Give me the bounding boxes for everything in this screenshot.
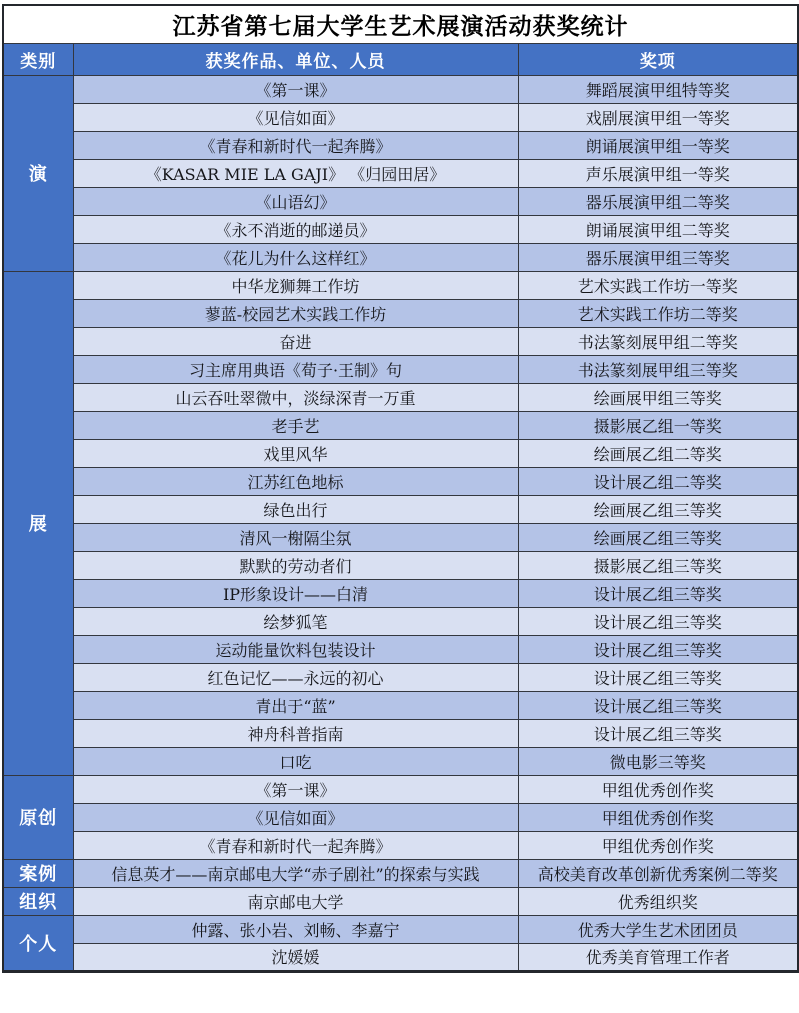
award-cell: 设计展乙组三等奖 [518,607,798,635]
category-cell-performance: 演 [3,75,73,271]
work-cell: 《花儿为什么这样红》 [73,243,518,271]
category-cell-individual: 个人 [3,915,73,971]
table-row [3,439,798,467]
table-row [3,887,798,915]
table-row [3,187,798,215]
work-cell: 信息英才——南京邮电大学“赤子剧社”的探索与实践 [73,859,518,887]
work-cell: 运动能量饮料包装设计 [73,635,518,663]
category-cell-organization: 组织 [3,887,73,915]
work-cell: 《第一课》 [73,75,518,103]
table-row [3,691,798,719]
award-cell: 书法篆刻展甲组二等奖 [518,327,798,355]
award-cell: 声乐展演甲组一等奖 [518,159,798,187]
work-cell: 沈媛媛 [73,943,518,971]
category-cell-exhibition: 展 [3,271,73,775]
table-row [3,75,798,103]
award-cell: 朗诵展演甲组二等奖 [518,215,798,243]
table-row [3,327,798,355]
award-cell: 设计展乙组三等奖 [518,579,798,607]
work-cell: 戏里风华 [73,439,518,467]
work-cell: 南京邮电大学 [73,887,518,915]
work-cell: 习主席用典语《荀子·王制》句 [73,355,518,383]
table-row [3,663,798,691]
table-row [3,383,798,411]
table-row [3,831,798,859]
award-table [2,4,799,973]
work-cell: 《见信如面》 [73,803,518,831]
work-cell: 《青春和新时代一起奔腾》 [73,131,518,159]
work-cell: 清风一榭隔尘氛 [73,523,518,551]
table-row [3,495,798,523]
category-cell-original: 原创 [3,775,73,859]
category-cell-case: 案例 [3,859,73,887]
work-cell: 绿色出行 [73,495,518,523]
work-cell: 《第一课》 [73,775,518,803]
table-row [3,635,798,663]
work-cell: 山云吞吐翠微中，淡绿深青一万重 [73,383,518,411]
award-cell: 摄影展乙组三等奖 [518,551,798,579]
award-cell: 朗诵展演甲组一等奖 [518,131,798,159]
table-row [3,159,798,187]
award-cell: 绘画展乙组二等奖 [518,439,798,467]
table-row [3,523,798,551]
award-cell: 绘画展乙组三等奖 [518,495,798,523]
table-row [3,271,798,299]
work-cell: 《永不消逝的邮递员》 [73,215,518,243]
table-row [3,943,798,971]
table-row [3,859,798,887]
award-cell: 设计展乙组三等奖 [518,719,798,747]
award-cell: 微电影三等奖 [518,747,798,775]
work-cell: 绘梦狐笔 [73,607,518,635]
award-cell: 设计展乙组三等奖 [518,635,798,663]
table-row [3,131,798,159]
table-row [3,607,798,635]
work-cell: 江苏红色地标 [73,467,518,495]
work-cell: 神舟科普指南 [73,719,518,747]
header-award: 奖项 [518,43,798,75]
award-cell: 设计展乙组三等奖 [518,663,798,691]
award-cell: 优秀大学生艺术团团员 [518,915,798,943]
award-cell: 甲组优秀创作奖 [518,803,798,831]
table-row [3,775,798,803]
award-cell: 绘画展甲组三等奖 [518,383,798,411]
work-cell: 红色记忆——永远的初心 [73,663,518,691]
table-row [3,719,798,747]
table-row [3,467,798,495]
award-cell: 绘画展乙组三等奖 [518,523,798,551]
table-row [3,103,798,131]
table-row [3,579,798,607]
work-cell: 中华龙狮舞工作坊 [73,271,518,299]
table-row [3,915,798,943]
work-cell: 口吃 [73,747,518,775]
table-row [3,243,798,271]
work-cell: 《KASAR MIE LA GAJI》 《归园田居》 [73,159,518,187]
award-cell: 甲组优秀创作奖 [518,775,798,803]
table-row [3,803,798,831]
award-cell: 艺术实践工作坊二等奖 [518,299,798,327]
work-cell: 《青春和新时代一起奔腾》 [73,831,518,859]
table-row [3,355,798,383]
award-cell: 高校美育改革创新优秀案例二等奖 [518,859,798,887]
award-cell: 艺术实践工作坊一等奖 [518,271,798,299]
award-cell: 器乐展演甲组三等奖 [518,243,798,271]
table-row [3,551,798,579]
award-cell: 戏剧展演甲组一等奖 [518,103,798,131]
work-cell: 青出于“蓝” [73,691,518,719]
award-cell: 设计展乙组三等奖 [518,691,798,719]
award-cell: 优秀美育管理工作者 [518,943,798,971]
award-cell: 摄影展乙组一等奖 [518,411,798,439]
title-row [3,5,798,43]
award-cell: 优秀组织奖 [518,887,798,915]
award-statistics-page [0,4,799,1013]
work-cell: 默默的劳动者们 [73,551,518,579]
header-work: 获奖作品、单位、人员 [73,43,518,75]
work-cell: 奋进 [73,327,518,355]
table-row [3,215,798,243]
award-cell: 舞蹈展演甲组特等奖 [518,75,798,103]
header-row [3,43,798,75]
award-cell: 书法篆刻展甲组三等奖 [518,355,798,383]
award-cell: 器乐展演甲组二等奖 [518,187,798,215]
work-cell: 蓼蓝-校园艺术实践工作坊 [73,299,518,327]
page-title: 江苏省第七届大学生艺术展演活动获奖统计 [3,5,798,43]
work-cell: IP形象设计——白清 [73,579,518,607]
award-cell: 设计展乙组二等奖 [518,467,798,495]
header-category: 类别 [3,43,73,75]
table-row [3,299,798,327]
work-cell: 《山语幻》 [73,187,518,215]
table-row [3,747,798,775]
work-cell: 老手艺 [73,411,518,439]
work-cell: 仲露、张小岩、刘畅、李嘉宁 [73,915,518,943]
table-row [3,411,798,439]
work-cell: 《见信如面》 [73,103,518,131]
award-cell: 甲组优秀创作奖 [518,831,798,859]
